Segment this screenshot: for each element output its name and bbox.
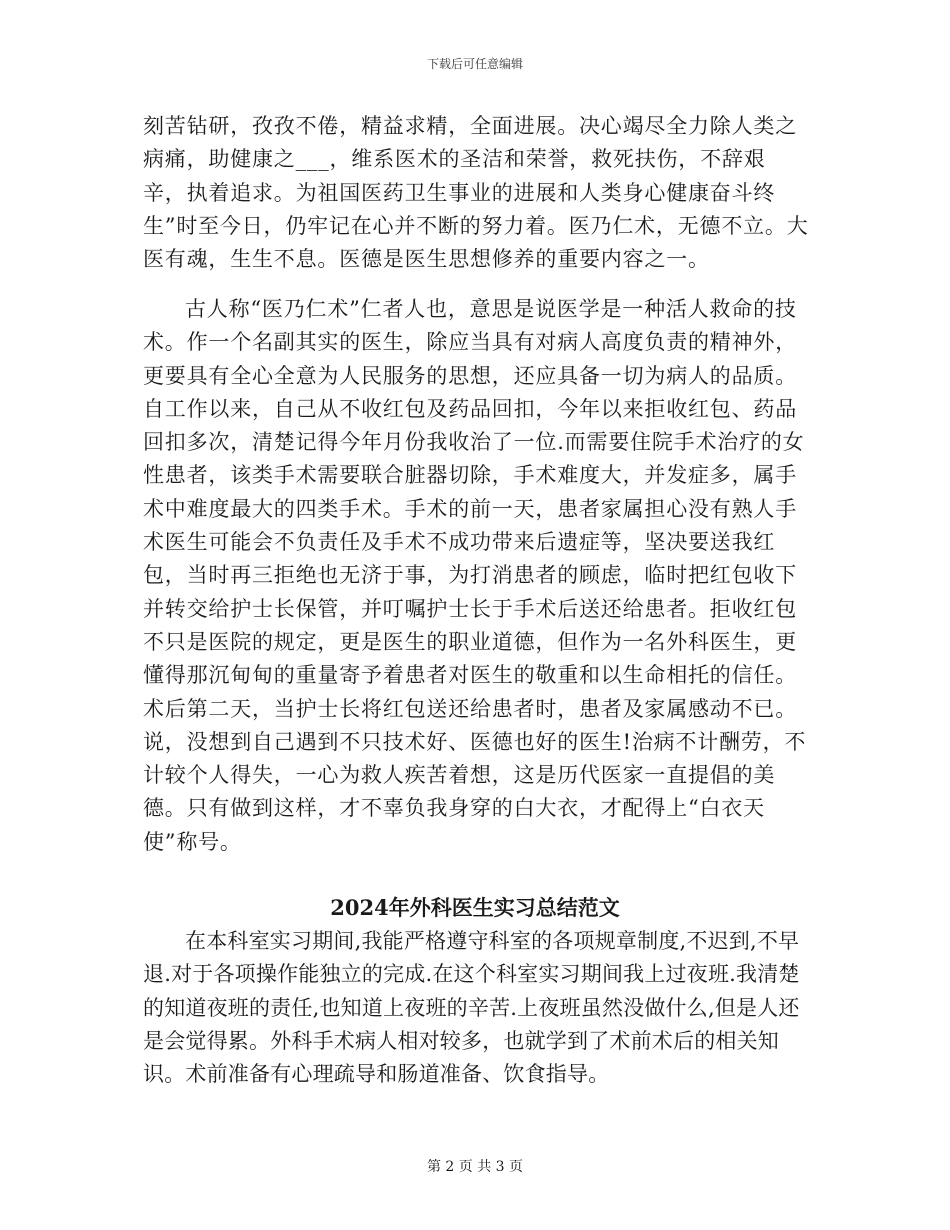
body-paragraph: 在本科室实习期间,我能严格遵守科室的各项规章制度,不迟到,不早退.对于各项操作能独立的完成.在这个科室实习期间我上过夜班.我清楚的知道夜班的责任,也知道上夜班的辛苦.上夜班虽然没做什么,但是人还是会觉得累。外科手术病人相对较多，也就学到了术前术后的相关知识。术前准备有心理疏导和肠道准备、饮食指导。 [143,929,800,1087]
page-number: 第 2 页 共 3 页 [426,1159,524,1175]
section-title: 2024年外科医生实习总结范文 [330,895,620,920]
body-paragraph: 刻苦钻研，孜孜不倦，精益求精，全面进展。决心竭尽全力除人类之病痛，助健康之___，维系医术的圣洁和荣誉，救死扶伤，不辞艰辛，执着追求。为祖国医药卫生事业的进展和人类身心健康奋斗终生”时至今日，仍牢记在心并不断的努力着。医乃仁术，无德不立。大医有魂，生生不息。医德是医生思想修养的重要内容之一。 [143,114,809,272]
page-header-note: 下载后可任意编辑 [426,57,523,71]
body-paragraph: 古人称“医乃仁术”仁者人也，意思是说医学是一种活人救命的技术。作一个名副其实的医生，除应当具有对病人高度负责的精神外，更要具有全心全意为人民服务的思想，还应具备一切为病人的品质。自工作以来，自己从不收红包及药品回扣，今年以来拒收红包、药品回扣多次，清楚记得今年月份我收治了一位.而需要住院手术治疗的女性患者，该类手术需要联合脏器切除，手术难度大，并发症多，属手术中难度最大的四类手术。手术的前一天，患者家属担心没有熟人手术医生可能会不负责任及手术不成功带来后遗症等，坚决要送我红包，当时再三拒绝也无济于事，为打消患者的顾虑，临时把红包收下并转交给护士长保管，并叮嘱护士长于手术后送还给患者。拒收红包不只是医院的规定，更是医生的职业道德，但作为一名外科医生，更懂得那沉甸甸的重量寄予着患者对医生的敬重和以生命相托的信任。术后第二天，当护士长将红包送还给患者时，患者及家属感动不已。说，没想到自己遇到不只技术好、医德也好的医生!治病不计酬劳，不计较个人得失，一心为救人疾苦着想，这是历代医家一直提倡的美德。只有做到这样，才不辜负我身穿的白大衣，才配得上“白衣天使”称号。 [143,297,807,854]
